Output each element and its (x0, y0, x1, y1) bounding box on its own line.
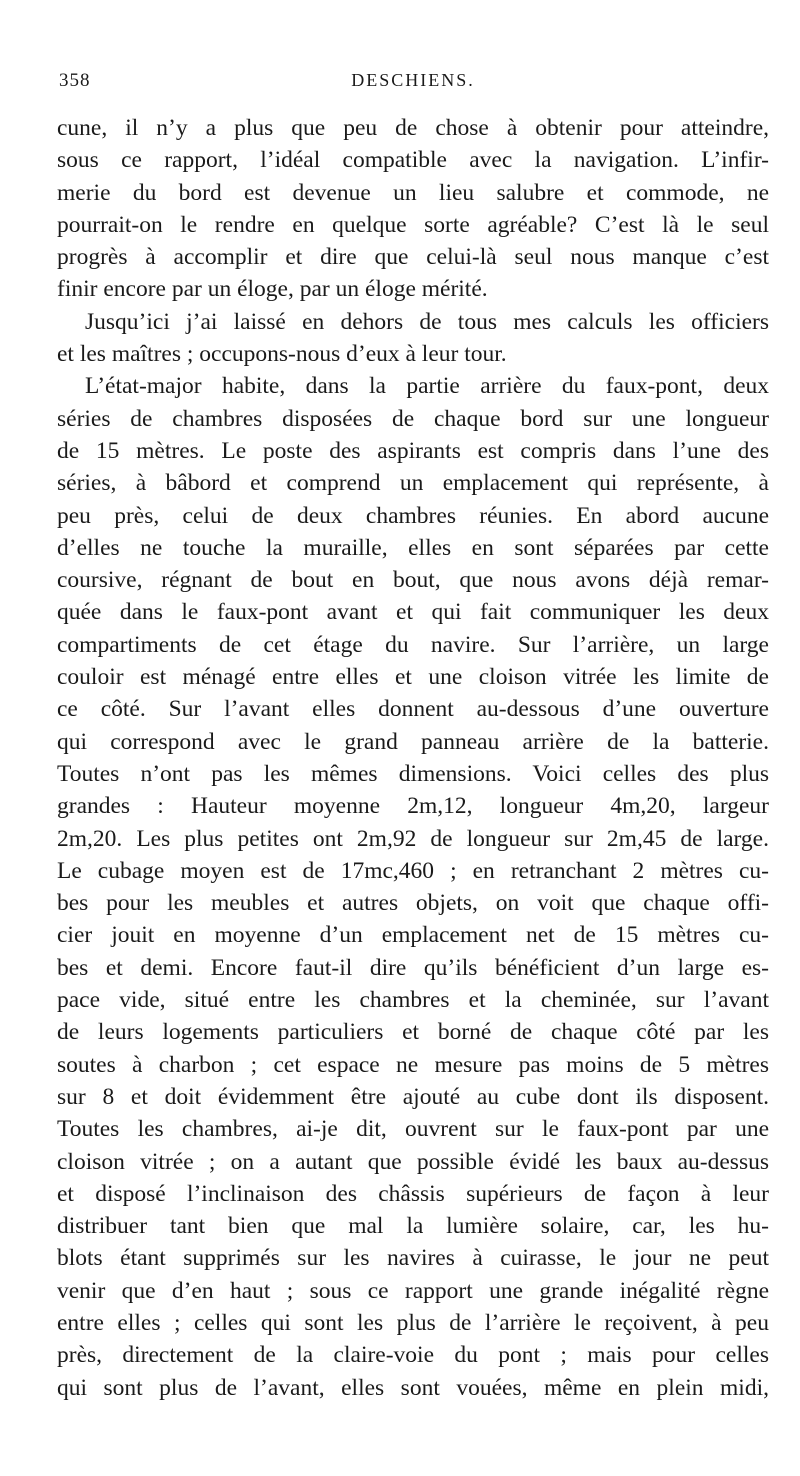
text-line: et les maîtres ; occupons-nous d’eux à leur tour. (57, 341, 507, 368)
text-line: d’elles ne touche la muraille, elles en sont séparées par cette (57, 534, 769, 561)
text-line: séries de chambres disposées de chaque bord sur une longueur (57, 405, 769, 432)
text-line: quée dans le faux-pont avant et qui fait communiquer les deux (57, 599, 769, 626)
text-line: Toutes les chambres, ai-je dit, ouvrent sur le faux-pont par une (57, 1116, 769, 1143)
text-line: bes et demi. Encore faut-il dire qu’ils bénéficient d’un large es- (57, 954, 769, 981)
text-line: Toutes n’ont pas les mêmes dimensions. Voici celles des plus (57, 760, 769, 787)
text-line: sur 8 et doit évidemment être ajouté au cube dont ils disposent. (57, 1083, 769, 1110)
text-line: finir encore par un éloge, par un éloge mérité. (57, 276, 488, 303)
text-line: et disposé l’inclinaison des châssis supérieurs de façon à leur (57, 1180, 769, 1207)
text-line: coursive, régnant de bout en bout, que nous avons déjà remar- (57, 567, 769, 594)
text-line: blots étant supprimés sur les navires à cuirasse, le jour ne peut (57, 1245, 769, 1272)
text-line: séries, à bâbord et comprend un emplacement qui représente, à (57, 470, 769, 497)
text-line: soutes à charbon ; cet espace ne mesure pas moins de 5 mètres (57, 1051, 769, 1078)
text-line: de leurs logements particuliers et borné de chaque côté par les (57, 1019, 769, 1046)
text-line: couloir est ménagé entre elles et une cloison vitrée les limite de (57, 664, 769, 691)
text-line: Le cubage moyen est de 17mc,460 ; en retranchant 2 mètres cu- (57, 857, 769, 884)
text-line: pourrait-on le rendre en quelque sorte agréable? C’est là le seul (57, 211, 769, 238)
text-line: de 15 mètres. Le poste des aspirants est compris dans l’une des (57, 437, 769, 464)
text-line: compartiments de cet étage du navire. Sur l’arrière, un large (57, 631, 769, 658)
text-line: distribuer tant bien que mal la lumière solaire, car, les hu- (57, 1213, 769, 1240)
text-line: sous ce rapport, l’idéal compatible avec la navigation. L’infir- (57, 147, 769, 174)
text-line: bes pour les meubles et autres objets, on voit que chaque offi- (57, 890, 769, 917)
document-page (57, 70, 769, 1404)
text-line: ce côté. Sur l’avant elles donnent au-dessous d’une ouverture (57, 696, 769, 723)
text-line: grandes : Hauteur moyenne 2m,12, longueur 4m,20, largeur (57, 793, 769, 820)
text-line: merie du bord est devenue un lieu salubre et commode, ne (57, 179, 769, 206)
text-line: progrès à accomplir et dire que celui-là seul nous manque c’est (57, 244, 769, 271)
text-line: qui correspond avec le grand panneau arrière de la batterie. (57, 728, 769, 755)
text-line: qui sont plus de l’avant, elles sont vouées, même en plein midi, (57, 1374, 769, 1401)
text-line: cloison vitrée ; on a autant que possible évidé les baux au-dessus (57, 1148, 769, 1175)
text-line: L’état-major habite, dans la partie arrière du faux-pont, deux (85, 373, 769, 400)
text-line: cune, il n’y a plus que peu de chose à obtenir pour atteindre, (57, 115, 769, 141)
text-line: venir que d’en haut ; sous ce rapport une grande inégalité règne (57, 1277, 769, 1304)
page-header (57, 70, 769, 104)
page-number: 358 (59, 70, 91, 91)
text-line: peu près, celui de deux chambres réunies. En abord aucune (57, 502, 769, 529)
body-text (57, 112, 769, 1404)
text-line: entre elles ; celles qui sont les plus de l’arrière le reçoivent, à peu (57, 1309, 769, 1336)
running-head: DESCHIENS. (351, 70, 475, 90)
text-line: près, directement de la claire-voie du pont ; mais pour celles (57, 1342, 769, 1369)
text-line: cier jouit en moyenne d’un emplacement net de 15 mètres cu- (57, 922, 769, 949)
text-line: 2m,20. Les plus petites ont 2m,92 de longueur sur 2m,45 de large. (57, 825, 769, 852)
text-line: pace vide, situé entre les chambres et la cheminée, sur l’avant (57, 987, 769, 1014)
text-line: Jusqu’ici j’ai laissé en dehors de tous mes calculs les officiers (85, 308, 769, 335)
